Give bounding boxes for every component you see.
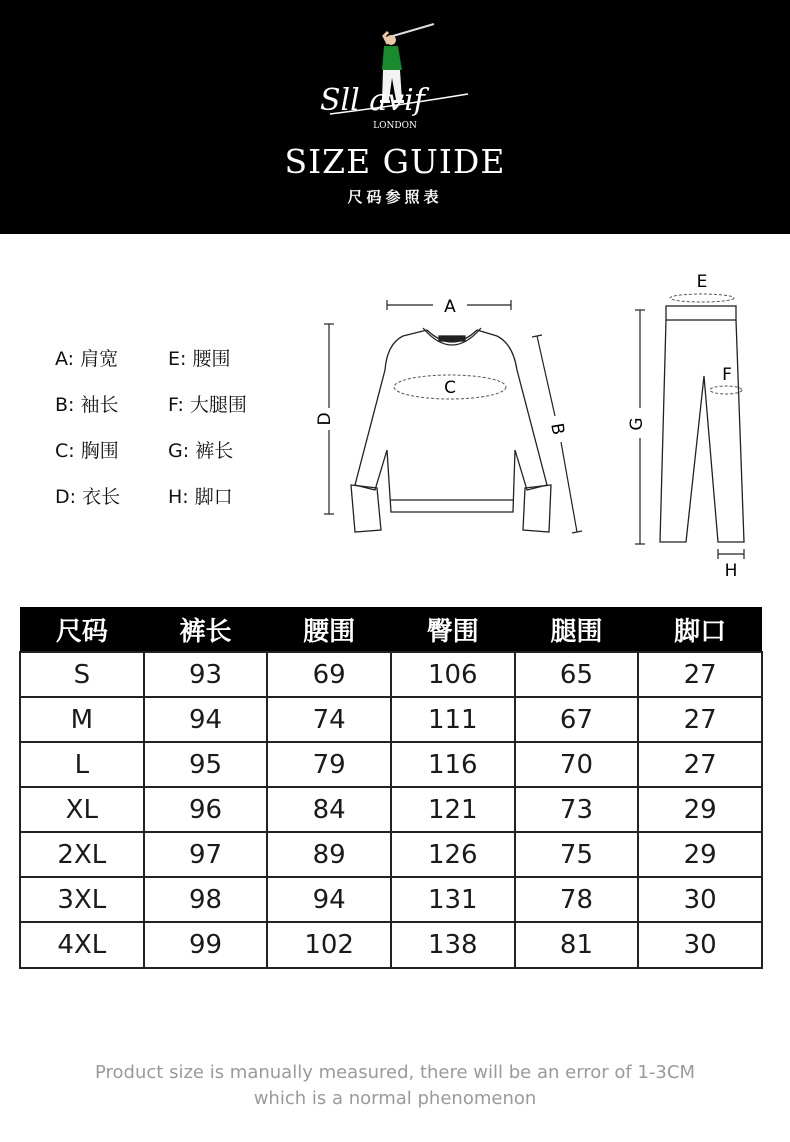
- sweatshirt-diagram: [315, 290, 595, 552]
- footnote-line-2: which is a normal phenomenon: [253, 1088, 537, 1109]
- table-row: [20, 742, 762, 787]
- header-cell-thigh: 腿围: [515, 607, 639, 652]
- table-cell: 29: [638, 832, 762, 877]
- header-cell-pants-length: 裤长: [144, 607, 268, 652]
- header-cell-hem: 脚口: [638, 607, 762, 652]
- table-cell: 4XL: [20, 922, 144, 968]
- table-cell: 102: [267, 922, 391, 968]
- table-cell: 116: [391, 742, 515, 787]
- table-cell: 65: [515, 652, 639, 697]
- table-cell: 94: [144, 697, 268, 742]
- table-cell: 97: [144, 832, 268, 877]
- table-cell: 126: [391, 832, 515, 877]
- table-cell: 2XL: [20, 832, 144, 877]
- table-cell: 75: [515, 832, 639, 877]
- page-title: SIZE GUIDE: [284, 142, 506, 181]
- legend-item-a: A: 肩宽: [55, 348, 119, 370]
- table-cell: 27: [638, 652, 762, 697]
- table-cell: 96: [144, 787, 268, 832]
- table-cell: 94: [267, 877, 391, 922]
- table-cell: 81: [515, 922, 639, 968]
- table-row: [20, 877, 762, 922]
- table-cell: 73: [515, 787, 639, 832]
- table-cell: 84: [267, 787, 391, 832]
- footnote-line-1: Product size is manually measured, there will be an error of 1-3CM: [95, 1062, 695, 1083]
- brand-location-text: LONDON: [373, 121, 417, 131]
- diagram-label-a: A: [444, 297, 456, 317]
- table-cell: 89: [267, 832, 391, 877]
- legend-item-c: C: 胸围: [55, 440, 119, 462]
- legend-item-e: E: 腰围: [168, 348, 231, 370]
- header-cell-waist: 腰围: [267, 607, 391, 652]
- table-cell: 79: [267, 742, 391, 787]
- table-cell: 70: [515, 742, 639, 787]
- table-cell: 3XL: [20, 877, 144, 922]
- table-cell: L: [20, 742, 144, 787]
- table-cell: 99: [144, 922, 268, 968]
- table-cell: 95: [144, 742, 268, 787]
- table-cell: 93: [144, 652, 268, 697]
- table-cell: 121: [391, 787, 515, 832]
- diagram-label-e: E: [696, 272, 708, 292]
- table-header-row: [20, 607, 762, 652]
- diagram-label-g: G: [627, 417, 647, 431]
- table-cell: 138: [391, 922, 515, 968]
- table-cell: 74: [267, 697, 391, 742]
- diagram-label-d: D: [315, 412, 335, 426]
- table-cell: XL: [20, 787, 144, 832]
- diagram-label-h: H: [724, 561, 738, 581]
- table-cell: 27: [638, 742, 762, 787]
- table-row: [20, 922, 762, 968]
- table-cell: 98: [144, 877, 268, 922]
- legend-item-g: G: 裤长: [168, 440, 234, 462]
- table-cell: S: [20, 652, 144, 697]
- table-row: [20, 832, 762, 877]
- table-cell: 111: [391, 697, 515, 742]
- table-row: [20, 697, 762, 742]
- table-row: [20, 787, 762, 832]
- legend-item-h: H: 脚口: [168, 486, 233, 508]
- diagram-label-b: B: [546, 421, 568, 437]
- brand-script-text: Sll avif: [320, 83, 425, 118]
- diagram-label-c: C: [444, 378, 456, 398]
- legend-item-f: F: 大腿围: [168, 394, 247, 416]
- table-cell: 106: [391, 652, 515, 697]
- table-cell: 30: [638, 877, 762, 922]
- table-cell: 67: [515, 697, 639, 742]
- page-subtitle: 尺码参照表: [347, 188, 443, 206]
- table-cell: 29: [638, 787, 762, 832]
- header-cell-hip: 臀围: [391, 607, 515, 652]
- header-cell-size: 尺码: [20, 607, 144, 652]
- table-cell: 131: [391, 877, 515, 922]
- size-table: [19, 607, 763, 969]
- table-cell: M: [20, 697, 144, 742]
- table-cell: 30: [638, 922, 762, 968]
- table-cell: 69: [267, 652, 391, 697]
- table-cell: 78: [515, 877, 639, 922]
- legend-item-d: D: 衣长: [55, 486, 121, 508]
- legend-item-b: B: 袖长: [55, 394, 119, 416]
- table-cell: 27: [638, 697, 762, 742]
- diagram-label-f: F: [722, 365, 732, 385]
- header-banner: [0, 0, 790, 234]
- pants-diagram: [620, 268, 760, 583]
- table-row: [20, 652, 762, 697]
- golfer-logo: [310, 20, 480, 132]
